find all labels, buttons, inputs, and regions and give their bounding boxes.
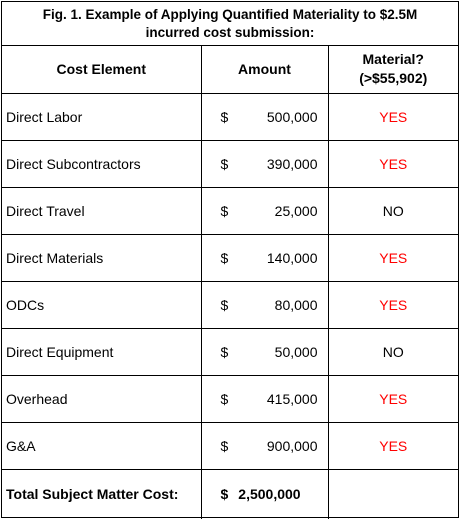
currency-symbol: $ [220, 155, 229, 172]
amount-cell [201, 93, 328, 140]
currency-symbol: $ [220, 390, 229, 407]
cost-element-cell: Direct Travel [2, 187, 201, 234]
cost-element-cell: Direct Materials [2, 234, 201, 281]
amount-cell [201, 422, 328, 469]
material-cell: YES [328, 281, 458, 328]
table-row [2, 187, 458, 234]
figure-title [2, 2, 458, 46]
header-row [2, 46, 458, 93]
amount-cell [201, 187, 328, 234]
amount-value: 900,000 [266, 437, 318, 454]
material-cell: YES [328, 422, 458, 469]
cost-element-cell: Direct Subcontractors [2, 140, 201, 187]
amount-value: 80,000 [274, 296, 318, 313]
amount-cell [201, 328, 328, 375]
amount-cell [201, 375, 328, 422]
total-label: Total Subject Matter Cost: [2, 469, 201, 519]
title-line-2: incurred cost submission: [145, 25, 315, 40]
total-row [2, 469, 458, 519]
materiality-table [2, 46, 458, 519]
cost-element-cell: ODCs [2, 281, 201, 328]
currency-symbol: $ [220, 296, 229, 313]
material-cell: YES [328, 140, 458, 187]
title-line-1: Fig. 1. Example of Applying Quantified Materiality to $2.5M [42, 7, 418, 22]
material-cell: NO [328, 328, 458, 375]
header-cost-element: Cost Element [2, 46, 201, 93]
material-cell: NO [328, 187, 458, 234]
material-cell: YES [328, 375, 458, 422]
header-material [328, 46, 458, 93]
amount-value: 140,000 [266, 249, 318, 266]
table-row [2, 328, 458, 375]
currency-symbol: $ [220, 437, 229, 454]
table-row [2, 422, 458, 469]
amount-value: 500,000 [266, 108, 318, 125]
currency-symbol: $ [220, 249, 229, 266]
total-amount-cell [201, 469, 328, 519]
amount-cell [201, 281, 328, 328]
amount-value: 415,000 [266, 390, 318, 407]
amount-value: 390,000 [266, 155, 318, 172]
material-cell: YES [328, 234, 458, 281]
header-material-line2: (>$55,902) [359, 70, 428, 87]
amount-cell [201, 140, 328, 187]
total-currency-symbol: $ [220, 486, 229, 503]
currency-symbol: $ [220, 343, 229, 360]
cost-element-cell: Overhead [2, 375, 201, 422]
cost-element-cell: Direct Equipment [2, 328, 201, 375]
total-amount-value: 2,500,000 [238, 486, 301, 503]
amount-cell [201, 234, 328, 281]
currency-symbol: $ [220, 202, 229, 219]
table-row [2, 375, 458, 422]
figure-table-container [1, 1, 459, 518]
currency-symbol: $ [220, 108, 229, 125]
header-amount: Amount [201, 46, 328, 93]
amount-value: 50,000 [274, 343, 318, 360]
header-material-line1: Material? [362, 51, 424, 68]
material-cell: YES [328, 93, 458, 140]
table-row [2, 140, 458, 187]
table-row [2, 281, 458, 328]
cost-element-cell: G&A [2, 422, 201, 469]
cost-element-cell: Direct Labor [2, 93, 201, 140]
total-material-cell [328, 469, 458, 519]
table-row [2, 93, 458, 140]
amount-value: 25,000 [274, 202, 318, 219]
table-row [2, 234, 458, 281]
